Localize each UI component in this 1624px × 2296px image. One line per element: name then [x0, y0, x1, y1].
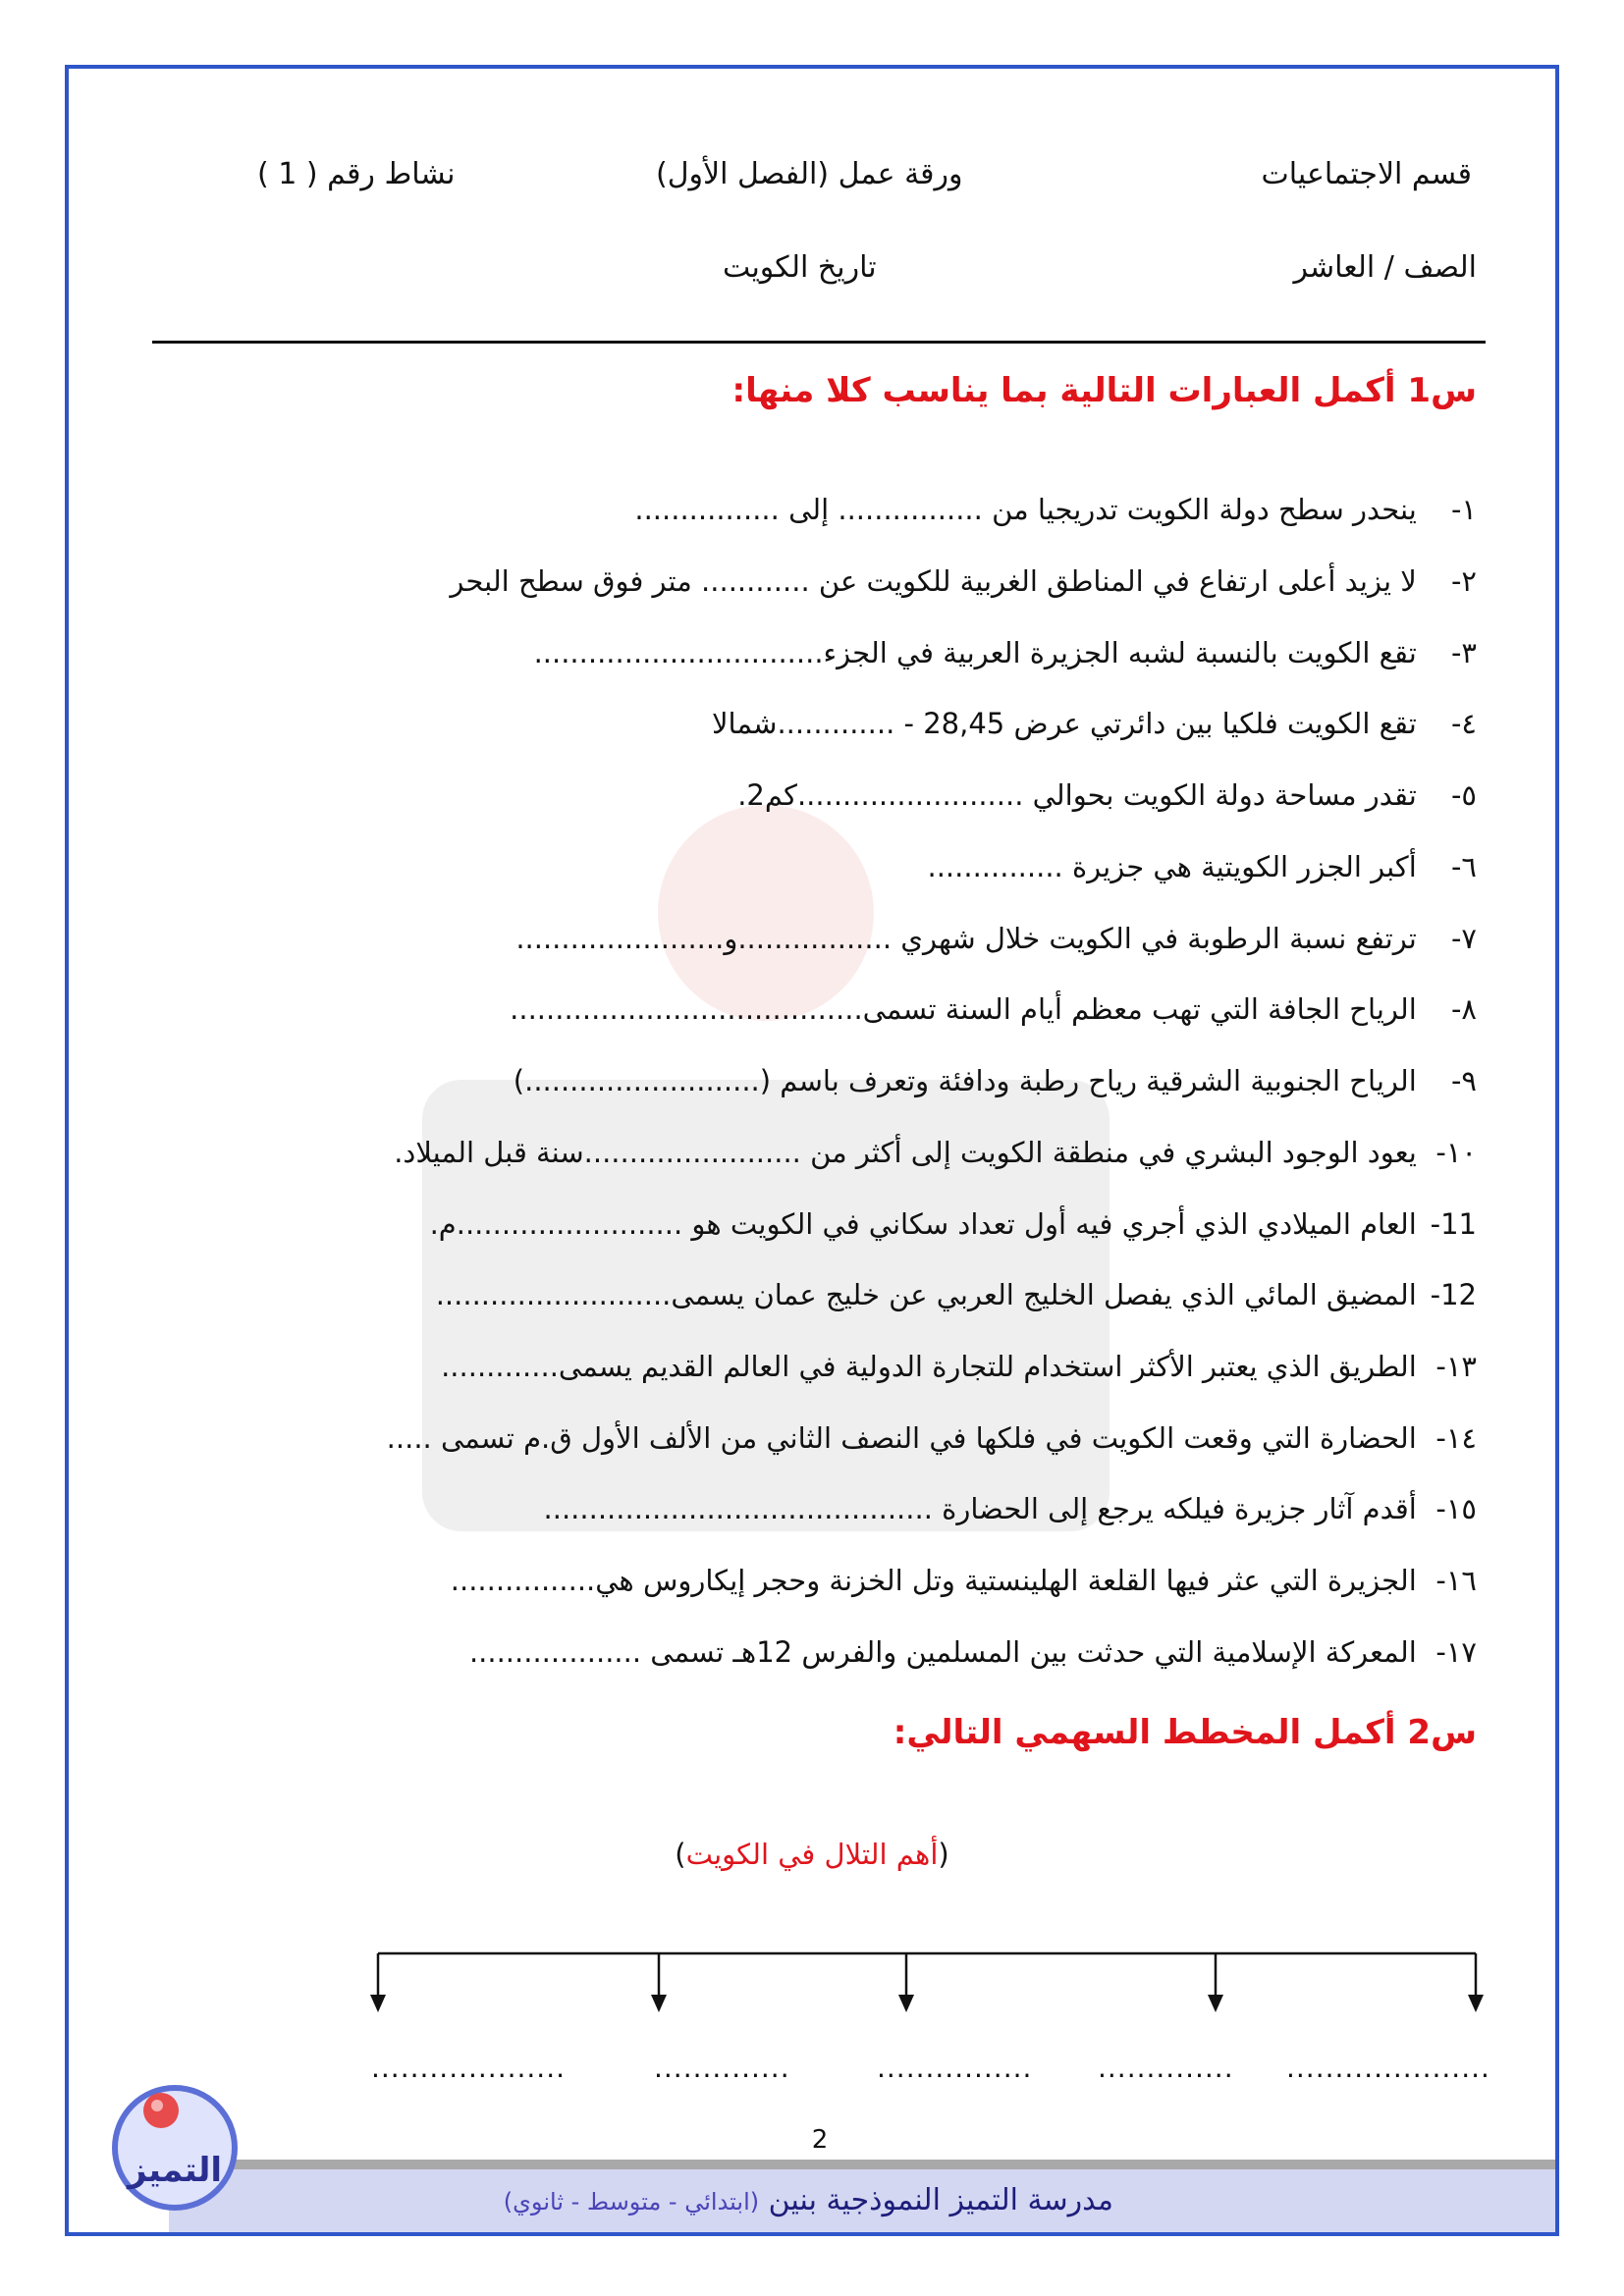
item-text: يعود الوجود البشري في منطقة الكويت إلى أكثر من ........................سنة قبل الميلاد.: [394, 1136, 1417, 1169]
open-paren: (: [938, 1838, 949, 1871]
blank-5[interactable]: .....................: [1286, 2052, 1490, 2084]
footer-divider: [169, 2160, 1555, 2169]
page-number: 2: [811, 2125, 829, 2155]
item-number: ١٥-: [1435, 1492, 1477, 1525]
department-label: قسم الاجتماعيات: [1261, 157, 1472, 191]
item-text: لا يزيد أعلى ارتفاع في المناطق الغربية للكويت عن ............ متر فوق سطح البحر: [450, 564, 1417, 598]
item-text: تقع الكويت بالنسبة لشبه الجزيرة العربية في الجزء................................: [533, 636, 1417, 669]
item-number: ٣-: [1450, 636, 1477, 669]
item-number: ١٦-: [1435, 1564, 1477, 1597]
arrow-head-2: [651, 1995, 667, 2012]
item-number: ٨-: [1450, 992, 1477, 1026]
item-text: المضيق المائي الذي يفصل الخليج العربي عن خليج عمان يسمى..........................: [435, 1278, 1417, 1311]
item-number: 11-: [1430, 1207, 1477, 1241]
blank-1[interactable]: ....................: [371, 2052, 567, 2084]
school-name: مدرسة التميز النموذجية بنين: [768, 2183, 1113, 2217]
item-text: أكبر الجزر الكويتية هي جزيرة ...............: [927, 850, 1417, 883]
blank-3[interactable]: ................: [877, 2052, 1033, 2084]
item-text: تقع الكويت فلكيا بين دائرتي عرض 28,45 - .............شمالا: [712, 707, 1417, 740]
footer-banner: [169, 2169, 1555, 2232]
item-number: ١-: [1450, 493, 1477, 526]
arrow-head-1: [370, 1995, 386, 2012]
item-text: ينحدر سطح دولة الكويت تدريجيا من ................ إلى ................: [634, 493, 1417, 526]
item-number: ٢-: [1450, 564, 1477, 598]
arrow-head-3: [898, 1995, 914, 2012]
blank-2[interactable]: ..............: [654, 2052, 790, 2084]
item-number: ٥-: [1450, 778, 1477, 812]
item-number: ٦-: [1450, 850, 1477, 883]
item-text: الطريق الذي يعتبر الأكثر استخدام للتجارة الدولية في العالم القديم يسمى.............: [441, 1350, 1417, 1383]
item-text: العام الميلادي الذي أجري فيه أول تعداد سكاني في الكويت هو .........................م.: [429, 1207, 1417, 1241]
item-number: ١٣-: [1435, 1350, 1477, 1383]
item-text: الجزيرة التي عثر فيها القلعة الهلينستية وتل الخزنة وحجر إيكاروس هي................: [450, 1564, 1417, 1597]
item-text: أقدم آثار جزيرة فيلكه يرجع إلى الحضارة ...........................................: [543, 1492, 1417, 1525]
school-levels: (ابتدائي - متوسط - ثانوي): [503, 2188, 760, 2216]
activity-label: نشاط رقم ( 1 ): [257, 157, 456, 191]
item-text: ترتفع نسبة الرطوبة في الكويت خلال شهري .................و.......................: [515, 922, 1417, 955]
worksheet-label: ورقة عمل (الفصل الأول): [656, 157, 963, 191]
item-number: ١٧-: [1435, 1635, 1477, 1669]
question-1-title: س1 أكمل العبارات التالية بما يناسب كلا منها:: [731, 371, 1477, 410]
arrow-head-4: [1208, 1995, 1223, 2012]
close-paren: ): [675, 1838, 686, 1871]
school-logo-icon: [106, 2071, 244, 2218]
logo-text: التميز: [127, 2151, 223, 2190]
chart-title-text: أهم التلال في الكويت: [685, 1838, 939, 1871]
item-text: تقدر مساحة دولة الكويت بحوالي .........................كم2.: [737, 778, 1417, 812]
item-text: الرياح الجنوبية الشرقية رياح رطبة ودافئة وتعرف باسم (..........................): [513, 1064, 1417, 1097]
item-text: المعركة الإسلامية التي حدثت بين المسلمين والفرس 12هـ تسمى ...................: [468, 1635, 1417, 1669]
item-number: ٤-: [1450, 707, 1477, 740]
item-number: ١٤-: [1435, 1421, 1477, 1455]
question-2-title: س2 أكمل المخطط السهمي التالي:: [893, 1713, 1477, 1752]
item-number: ٧-: [1450, 922, 1477, 955]
item-number: 12-: [1430, 1278, 1477, 1311]
subject-label: تاريخ الكويت: [723, 250, 877, 285]
item-number: ٩-: [1450, 1064, 1477, 1097]
item-number: ١٠-: [1435, 1136, 1477, 1169]
item-text: الرياح الجافة التي تهب معظم أيام السنة تسمى.......................................: [510, 992, 1417, 1026]
grade-label: الصف / العاشر: [1293, 250, 1477, 285]
arrow-head-5: [1468, 1995, 1484, 2012]
blank-4[interactable]: ..............: [1098, 2052, 1234, 2084]
item-text: الحضارة التي وقعت الكويت في فلكها في النصف الثاني من الألف الأول ق.م تسمى .....: [386, 1421, 1417, 1455]
